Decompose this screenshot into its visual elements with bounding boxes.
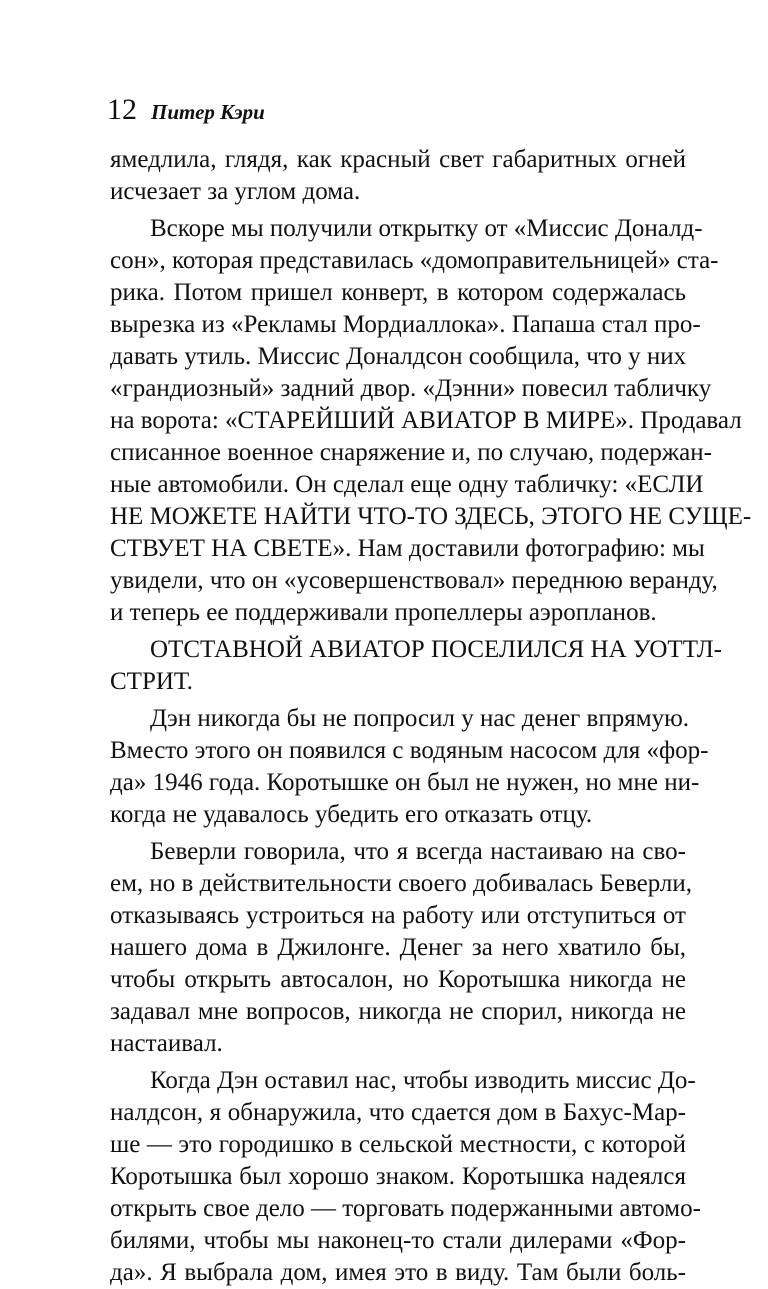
text-line: настаивал. <box>110 1030 223 1057</box>
text-line: «грандиозный» задний двор. «Дэнни» повесил табличку <box>110 375 712 402</box>
text-line: да». Я выбрала дом, имея это в виду. Там были боль- <box>110 1259 686 1286</box>
text-line: на ворота: «СТАРЕЙШИЙ АВИАТОР В МИРЕ». Продавал <box>110 407 742 434</box>
text-line: когда не удавалось убедить его отказать отцу. <box>110 801 593 828</box>
page-header <box>107 92 265 128</box>
text-line: рика. Потом пришел конверт, в котором содержалась <box>110 279 686 306</box>
running-head-author: Питер Кэри <box>151 100 265 124</box>
text-line: Вместо этого он появился с водяным насосом для «фор- <box>110 737 709 764</box>
text-line: СТРИТ. <box>110 668 193 695</box>
paragraph-first-line: Когда Дэн оставил нас, чтобы изводить миссис До- <box>150 1067 696 1094</box>
text-line: налдсон, я обнаружила, что сдается дом в Бахус-Мар- <box>110 1099 686 1126</box>
text-line: ные автомобили. Он сделал еще одну табличку: «ЕСЛИ <box>110 471 704 498</box>
text-line: открыть свое дело — торговать подержанными автомо- <box>110 1195 701 1222</box>
text-line: НЕ МОЖЕТЕ НАЙТИ ЧТО-ТО ЗДЕСЬ, ЭТОГО НЕ СУЩЕ- <box>110 503 752 530</box>
text-line: сон», которая представилась «домоправительницей» ста- <box>110 247 719 274</box>
paragraph-first-line: Вскоре мы получили открытку от «Миссис Доналд- <box>150 215 703 242</box>
text-line: списанное военное снаряжение и, по случаю, подержан- <box>110 439 712 466</box>
text-line: билями, чтобы мы наконец-то стали дилерами «Фор- <box>110 1227 686 1254</box>
text-line: Коротышка был хорошо знаком. Коротышка надеялся <box>110 1163 686 1190</box>
text-line: исчезает за углом дома. <box>110 178 361 205</box>
text-line: СТВУЕТ НА СВЕТЕ». Нам доставили фотографию: мы <box>110 535 705 562</box>
text-line: чтобы открыть автосалон, но Коротышка никогда не <box>110 966 686 993</box>
text-line: ямедлила, глядя, как красный свет габаритных огней <box>110 146 686 173</box>
text-line: отказываясь устроиться на работу или отступиться от <box>110 902 686 929</box>
text-line: и теперь ее поддерживали пропеллеры аэропланов. <box>110 599 657 626</box>
paragraph-first-line: Дэн никогда бы не попросил у нас денег впрямую. <box>150 705 689 732</box>
paragraph-first-line: Беверли говорила, что я всегда настаиваю на сво- <box>150 838 686 865</box>
text-line: вырезка из «Рекламы Мордиаллока». Папаша стал про- <box>110 311 701 338</box>
page-number: 12 <box>107 93 137 126</box>
text-line: нашего дома в Джилонге. Денег за него хватило бы, <box>110 934 686 961</box>
paragraph-first-line: ОТСТАВНОЙ АВИАТОР ПОСЕЛИЛСЯ НА УОТТЛ- <box>150 636 722 663</box>
text-line: увидели, что он «усовершенствовал» переднюю веранду, <box>110 567 718 594</box>
text-line: давать утиль. Миссис Доналдсон сообщила, что у них <box>110 343 687 370</box>
text-line: ше — это городишко в сельской местности, с которой <box>110 1131 686 1158</box>
text-line: ем, но в действительности своего добивалась Беверли, <box>110 870 692 897</box>
text-line: да» 1946 года. Коротышке он был не нужен, но мне ни- <box>110 769 700 796</box>
text-line: задавал мне вопросов, никогда не спорил, никогда не <box>110 998 686 1025</box>
body-text <box>110 144 752 1289</box>
